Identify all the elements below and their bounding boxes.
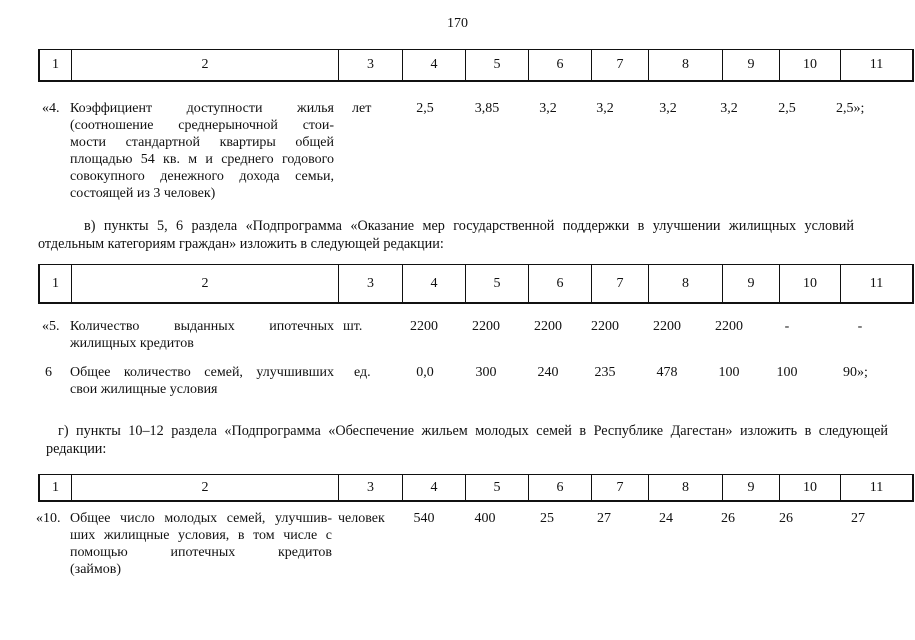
column-header-table-1: [38, 49, 914, 82]
header-cell: 9: [723, 475, 780, 502]
value-cell: 3,2: [720, 101, 738, 116]
value-cell: 27: [851, 511, 865, 526]
header-cell: 10: [780, 265, 841, 304]
paragraph-g: г) пункты 10–12 раздела «Подпрограмма «Обеспечение жильем молодых семей в Республике Дагестан» изложить в следующей редакции:: [46, 423, 888, 457]
desc-line: площадью 54 кв. м и среднего годового: [70, 152, 334, 167]
row-number: 6: [45, 365, 52, 380]
desc-line: жилищных кредитов: [70, 336, 194, 351]
column-header-table-3: [38, 474, 914, 502]
value-cell: 540: [413, 511, 435, 526]
value-cell: 0,0: [416, 365, 434, 380]
header-cell: 1: [39, 50, 72, 82]
page-number: 170: [447, 16, 468, 31]
header-cell: 10: [780, 50, 841, 82]
header-cell: 4: [403, 475, 466, 502]
value-cell: 3,2: [596, 101, 614, 116]
value-cell: 100: [718, 365, 740, 380]
header-cell: 9: [723, 265, 780, 304]
header-cell: 8: [649, 265, 723, 304]
value-cell: 400: [474, 511, 496, 526]
value-cell: 24: [659, 511, 673, 526]
header-cell: 9: [723, 50, 780, 82]
header-cell: 6: [529, 50, 592, 82]
header-cell: 2: [72, 50, 339, 82]
desc-line: Коэффициент доступности жилья: [70, 101, 334, 116]
header-cell: 4: [403, 50, 466, 82]
desc-line: Общее количество семей, улучшивших: [70, 365, 334, 380]
value-cell: 2200: [591, 319, 619, 334]
desc-line: свои жилищные условия: [70, 382, 218, 397]
desc-line: Общее число молодых семей, улучшив-: [70, 511, 332, 526]
value-cell: 2200: [653, 319, 681, 334]
value-cell: 90»;: [843, 365, 868, 380]
header-cell: 2: [72, 265, 339, 304]
desc-line: мости стандартной квартиры общей: [70, 135, 334, 150]
header-cell: 7: [592, 475, 649, 502]
row-number: «10.: [36, 511, 61, 526]
row-description: [70, 318, 334, 352]
value-cell: 26: [779, 511, 793, 526]
unit-cell: ед.: [354, 365, 371, 380]
value-cell: 3,2: [539, 101, 557, 116]
value-cell: -: [857, 319, 863, 334]
header-cell: 3: [339, 475, 403, 502]
desc-line: совокупного денежного дохода семьи,: [70, 169, 334, 184]
header-cell: 1: [39, 475, 72, 502]
value-cell: 240: [537, 365, 559, 380]
header-cell: 8: [649, 50, 723, 82]
desc-line: помощью ипотечных кредитов: [70, 545, 332, 560]
column-header-table-2: [38, 264, 914, 304]
header-cell: 1: [39, 265, 72, 304]
value-cell: 2200: [472, 319, 500, 334]
value-cell: 2200: [410, 319, 438, 334]
paragraph-v: в) пункты 5, 6 раздела «Подпрограмма «Оказание мер государственной поддержки в улучшении жилищных условий отдельным категориям граждан» изложить в следующей редакции:: [38, 218, 854, 252]
header-cell: 5: [466, 50, 529, 82]
unit-cell: шт.: [343, 319, 363, 334]
value-cell: 478: [656, 365, 678, 380]
unit-cell: лет: [352, 101, 372, 116]
value-cell: 2,5»;: [836, 101, 865, 116]
value-cell: 25: [540, 511, 554, 526]
value-cell: 3,85: [474, 101, 500, 116]
desc-line: состоящей из 3 человек): [70, 186, 216, 201]
header-cell: 5: [466, 475, 529, 502]
desc-line: (займов): [70, 562, 122, 577]
desc-line: (соотношение среднерыночной стои-: [70, 118, 334, 133]
row-number: «4.: [42, 101, 60, 116]
header-cell: 7: [592, 50, 649, 82]
header-cell: 11: [841, 475, 914, 502]
value-cell: 300: [475, 365, 497, 380]
header-cell: 8: [649, 475, 723, 502]
row-number: «5.: [42, 319, 60, 334]
unit-cell: человек: [338, 511, 385, 526]
header-cell: 6: [529, 475, 592, 502]
value-cell: 2200: [534, 319, 562, 334]
value-cell: 2200: [715, 319, 743, 334]
header-cell: 3: [339, 50, 403, 82]
header-cell: 4: [403, 265, 466, 304]
desc-line: Количество выданных ипотечных: [70, 319, 334, 334]
header-cell: 10: [780, 475, 841, 502]
header-cell: 3: [339, 265, 403, 304]
value-cell: 27: [597, 511, 611, 526]
header-cell: 6: [529, 265, 592, 304]
value-cell: 3,2: [659, 101, 677, 116]
row-description: [70, 100, 334, 202]
desc-line: ших жилищные условия, в том числе с: [70, 528, 332, 543]
value-cell: -: [784, 319, 790, 334]
value-cell: 2,5: [416, 101, 434, 116]
header-cell: 11: [841, 50, 914, 82]
value-cell: 100: [776, 365, 798, 380]
value-cell: 2,5: [778, 101, 796, 116]
header-cell: 7: [592, 265, 649, 304]
header-cell: 11: [841, 265, 914, 304]
row-description: [70, 510, 332, 578]
row-description: [70, 364, 334, 398]
value-cell: 26: [721, 511, 735, 526]
header-cell: 2: [72, 475, 339, 502]
header-cell: 5: [466, 265, 529, 304]
value-cell: 235: [594, 365, 616, 380]
